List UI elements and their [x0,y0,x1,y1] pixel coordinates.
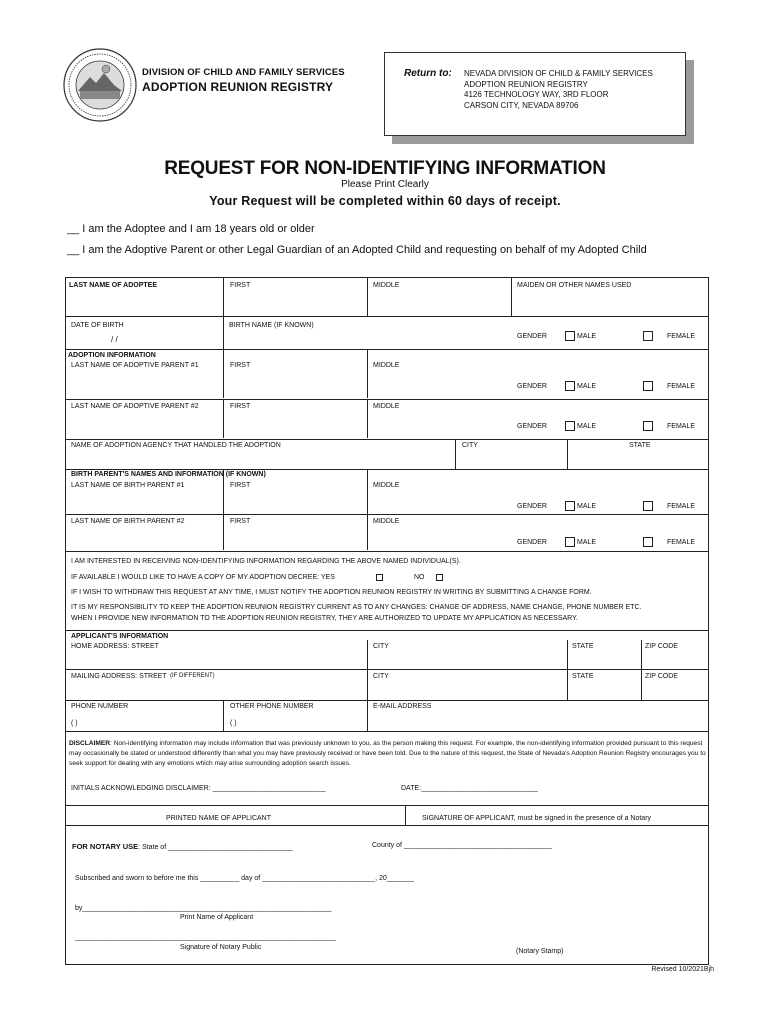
statement-new-info: WHEN I PROVIDE NEW INFORMATION TO THE ADOPTION REUNION REGISTRY, THEY ARE AUTHORIZED TO UPDATE MY APPLICATION AS NECESSARY. [71,615,578,622]
label-birth-parents: BIRTH PARENT'S NAMES AND INFORMATION (IF KNOWN) [71,471,266,478]
label-male: MALE [577,423,597,430]
request-form [65,277,709,965]
label-gender: GENDER [517,423,547,430]
label-birth-parent-1: LAST NAME OF BIRTH PARENT #1 [71,482,185,489]
notary-subscribed[interactable]: Subscribed and sworn to before me this __________ day of _____________________________, 20_______ [75,875,415,882]
decree-no-checkbox[interactable] [436,574,443,581]
label-city: CITY [462,442,478,449]
other-phone-paren: ( ) [230,720,237,727]
female-checkbox[interactable] [643,501,653,511]
return-line: NEVADA DIVISION OF CHILD & FAMILY SERVICES [464,69,653,78]
label-adoption-info: ADOPTION INFORMATION [68,352,156,359]
label-state: STATE [629,442,651,449]
return-line: CARSON CITY, NEVADA 89706 [464,100,579,110]
statement-decree: IF AVAILABLE I WOULD LIKE TO HAVE A COPY OF MY ADOPTION DECREE: YES [71,574,335,581]
notary-by-line[interactable]: by________________________________________________________________ [75,905,332,912]
label-phone: PHONE NUMBER [71,703,129,710]
date-line[interactable]: DATE:______________________________ [401,785,538,792]
label-gender: GENDER [517,333,547,340]
disclaimer-label: DISCLAIMER [69,740,111,747]
disclaimer-text [69,739,709,769]
label-female: FEMALE [667,503,696,510]
notary-state: : State of ________________________________ [138,844,293,851]
dob-slashes: / / [111,335,118,344]
label-applicant-info: APPLICANT'S INFORMATION [71,633,169,640]
label-first: FIRST [230,518,251,525]
label-adoptive-parent-2: LAST NAME OF ADOPTIVE PARENT #2 [71,403,199,410]
label-other-phone: OTHER PHONE NUMBER [230,703,314,710]
label-male: MALE [577,333,597,340]
agency-name: DIVISION OF CHILD AND FAMILY SERVICES [142,67,345,78]
return-label: Return to: [404,68,452,79]
decree-yes-checkbox[interactable] [376,574,383,581]
label-city: CITY [373,643,389,650]
label-first: FIRST [230,282,251,289]
return-line: 4126 TECHNOLOGY WAY, 3RD FLOOR [464,90,609,99]
label-if-different: (IF DIFFERENT) [170,673,215,679]
label-gender: GENDER [517,503,547,510]
option-adoptee[interactable]: __ I am the Adoptee and I am 18 years old or older [67,223,315,235]
completion-notice: Your Request will be completed within 60 days of receipt. [209,194,561,208]
label-gender: GENDER [517,383,547,390]
registry-name: ADOPTION REUNION REGISTRY [142,80,334,94]
label-signature: SIGNATURE OF APPLICANT, must be signed in the presence of a Notary [422,815,652,822]
label-zip: ZIP CODE [645,643,678,650]
label-middle: MIDDLE [373,518,400,525]
label-first: FIRST [230,362,251,369]
label-dob: DATE OF BIRTH [71,322,124,329]
form-subtitle: Please Print Clearly [341,179,429,190]
label-birth-parent-2: LAST NAME OF BIRTH PARENT #2 [71,518,185,525]
label-last-name-adoptee: LAST NAME OF ADOPTEE [69,282,158,289]
label-female: FEMALE [667,539,696,546]
label-no: NO [414,574,425,581]
notary-signature-label: Signature of Notary Public [180,944,262,951]
return-line: ADOPTION REUNION REGISTRY [464,79,588,89]
form-title: REQUEST FOR NON-IDENTIFYING INFORMATION [164,158,606,179]
phone-paren: ( ) [71,720,78,727]
revision-note: Revised 10/2021Bjh [651,966,714,973]
label-middle: MIDDLE [373,482,400,489]
notary-section [72,842,293,851]
label-male: MALE [577,383,597,390]
label-birth-name: BIRTH NAME (IF KNOWN) [229,322,314,329]
male-checkbox[interactable] [565,331,575,341]
initials-line[interactable]: INITIALS ACKNOWLEDGING DISCLAIMER: _____________________________ [71,785,326,792]
label-state: STATE [572,673,594,680]
label-male: MALE [577,503,597,510]
disclaimer-body: : Non-identifying information may include information that was previously unknown to you, as the person making this request. For example, the non-identifying information provided pursuant to this request may occasionally be stated or understood differently than what you may have previously received or have been told. Due to the nature of this request, the State of Nevada's Adoption Reunion Registry encourages you to seek support for dealing with any emotions which may arise surrounding adoption search issues. [69,740,706,767]
female-checkbox[interactable] [643,381,653,391]
notary-label: FOR NOTARY USE [72,842,139,851]
female-checkbox[interactable] [643,421,653,431]
state-seal [62,47,138,123]
label-female: FEMALE [667,423,696,430]
male-checkbox[interactable] [565,501,575,511]
label-middle: MIDDLE [373,282,400,289]
notary-signature-line[interactable]: ___________________________________________________________________ [75,934,336,941]
option-adoptive-parent[interactable]: __ I am the Adoptive Parent or other Legal Guardian of an Adopted Child and requesting on behalf of my Adopted Child [67,244,647,256]
label-middle: MIDDLE [373,403,400,410]
label-middle: MIDDLE [373,362,400,369]
label-gender: GENDER [517,539,547,546]
label-adoptive-parent-1: LAST NAME OF ADOPTIVE PARENT #1 [71,362,199,369]
notary-county[interactable]: County of ______________________________________ [372,842,552,849]
label-city: CITY [373,673,389,680]
label-printed-name: PRINTED NAME OF APPLICANT [166,815,272,822]
label-state: STATE [572,643,594,650]
label-first: FIRST [230,482,251,489]
label-home-address: HOME ADDRESS: STREET [71,643,159,650]
label-male: MALE [577,539,597,546]
female-checkbox[interactable] [643,537,653,547]
statement-interest: I AM INTERESTED IN RECEIVING NON-IDENTIFYING INFORMATION REGARDING THE ABOVE NAMED INDIVIDUAL(S). [71,558,461,565]
label-agency-name: NAME OF ADOPTION AGENCY THAT HANDLED THE ADOPTION [71,442,281,449]
notary-stamp-label: (Notary Stamp) [516,948,564,955]
female-checkbox[interactable] [643,331,653,341]
male-checkbox[interactable] [565,381,575,391]
label-female: FEMALE [667,383,696,390]
label-zip: ZIP CODE [645,673,678,680]
label-email: E-MAIL ADDRESS [373,703,432,710]
male-checkbox[interactable] [565,537,575,547]
notary-print-name-label: Print Name of Applicant [180,914,254,921]
label-maiden: MAIDEN OR OTHER NAMES USED [517,282,632,289]
label-female: FEMALE [667,333,696,340]
male-checkbox[interactable] [565,421,575,431]
label-first: FIRST [230,403,251,410]
statement-withdraw: IF I WISH TO WITHDRAW THIS REQUEST AT ANY TIME, I MUST NOTIFY THE ADOPTION REUNION REGISTRY IN WRITING BY SUBMITTING A CHANGE FORM. [71,589,592,596]
label-mailing-address: MAILING ADDRESS: STREET [71,673,167,680]
statement-responsibility: IT IS MY RESPONSIBILITY TO KEEP THE ADOPTION REUNION REGISTRY CURRENT AS TO ANY CHANGES: CHANGE OF ADDRESS, NAME CHANGE, PHONE NUMBER ETC. [71,604,642,611]
